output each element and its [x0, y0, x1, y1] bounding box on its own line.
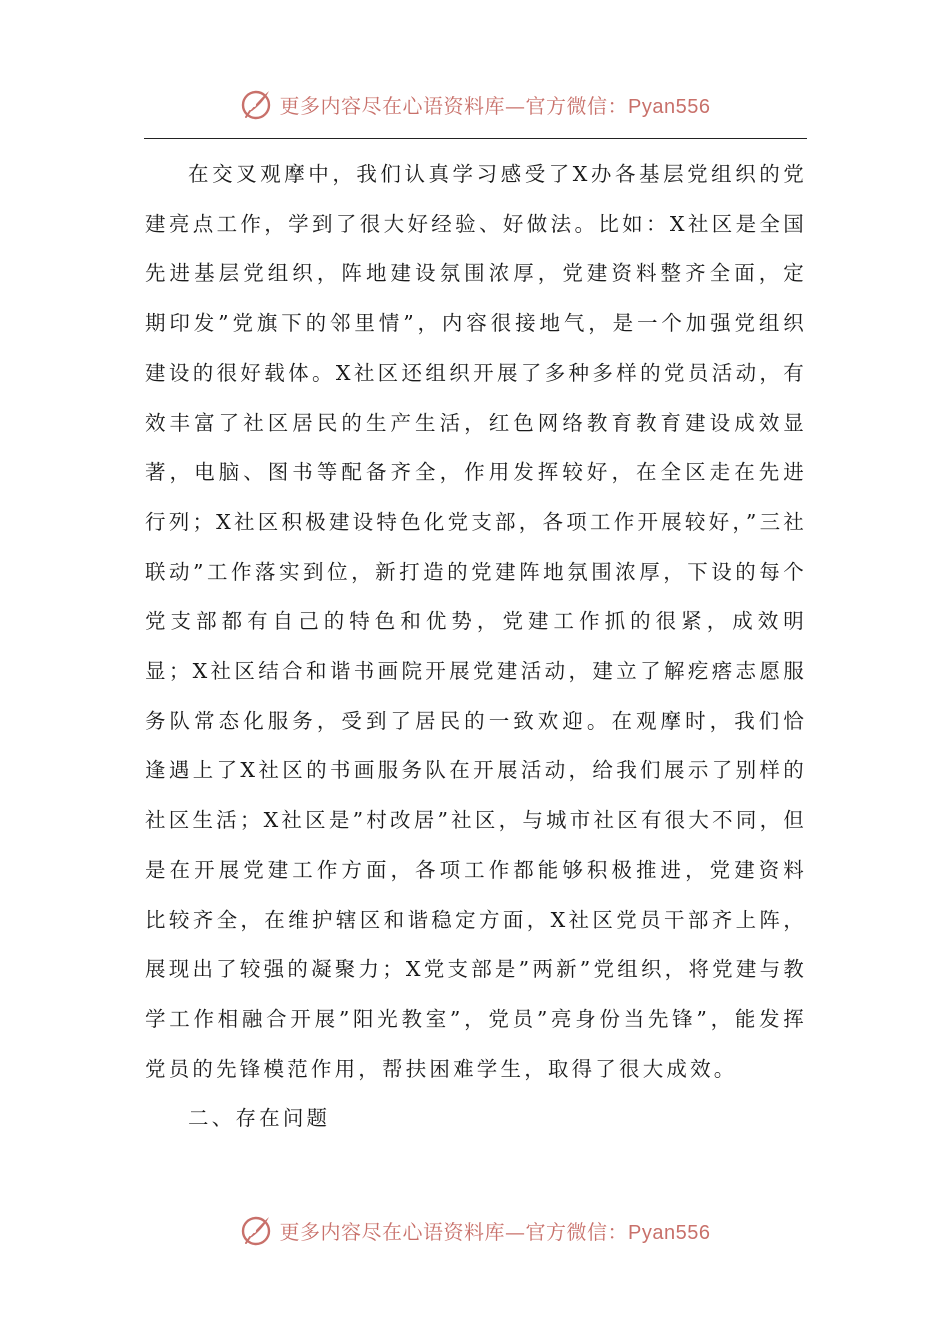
wechat-id: Pyan556: [628, 1221, 711, 1244]
quill-seal-icon: [240, 1213, 274, 1247]
footer-banner: [0, 1210, 950, 1250]
quill-seal-icon: [240, 87, 274, 121]
body-paragraph: 在交叉观摩中，我们认真学习感受了X办各基层党组织的党建亮点工作，学到了很大好经验、好做法。比如：X社区是全国先进基层党组织，阵地建设氛围浓厚，党建资料整齐全面，定期印发”党旗下的邻里情”，内容很接地气，是一个加强党组织建设的很好载体。X社区还组织开展了多种多样的党员活动，有效丰富了社区居民的生产生活，红色网络教育教育建设成效显著，电脑、图书等配备齐全，作用发挥较好，在全区走在先进行列；X社区积极建设特色化党支部，各项工作开展较好，”三社联动”工作落实到位，新打造的党建阵地氛围浓厚，下设的每个党支部都有自己的特色和优势，党建工作抓的很紧，成效明显；X社区结合和谐书画院开展党建活动，建立了解疙瘩志愿服务队常态化服务，受到了居民的一致欢迎。在观摩时，我们恰逢遇上了X社区的书画服务队在开展活动，给我们展示了别样的社区生活；X社区是”村改居”社区，与城市社区有很大不同，但是在开展党建工作方面，各项工作都能够积极推进，党建资料比较齐全，在维护辖区和谐稳定方面，X社区党员干部齐上阵，展现出了较强的凝聚力；X党支部是”两新”党组织，将党建与教学工作相融合开展”阳光教室”，党员”亮身份当先锋”，能发挥党员的先锋模范作用，帮扶困难学生，取得了很大成效。: [145, 162, 807, 1081]
header-divider: [144, 138, 807, 139]
section-heading: 二、存在问题: [188, 1106, 331, 1131]
wechat-id: Pyan556: [628, 95, 711, 118]
footer-banner-text: 更多内容尽在心语资料库—官方微信：Pyan556: [279, 1219, 711, 1244]
header-banner-text: 更多内容尽在心语资料库—官方微信：Pyan556: [279, 93, 711, 118]
document-body: [145, 150, 807, 1144]
header-banner: [0, 84, 950, 124]
